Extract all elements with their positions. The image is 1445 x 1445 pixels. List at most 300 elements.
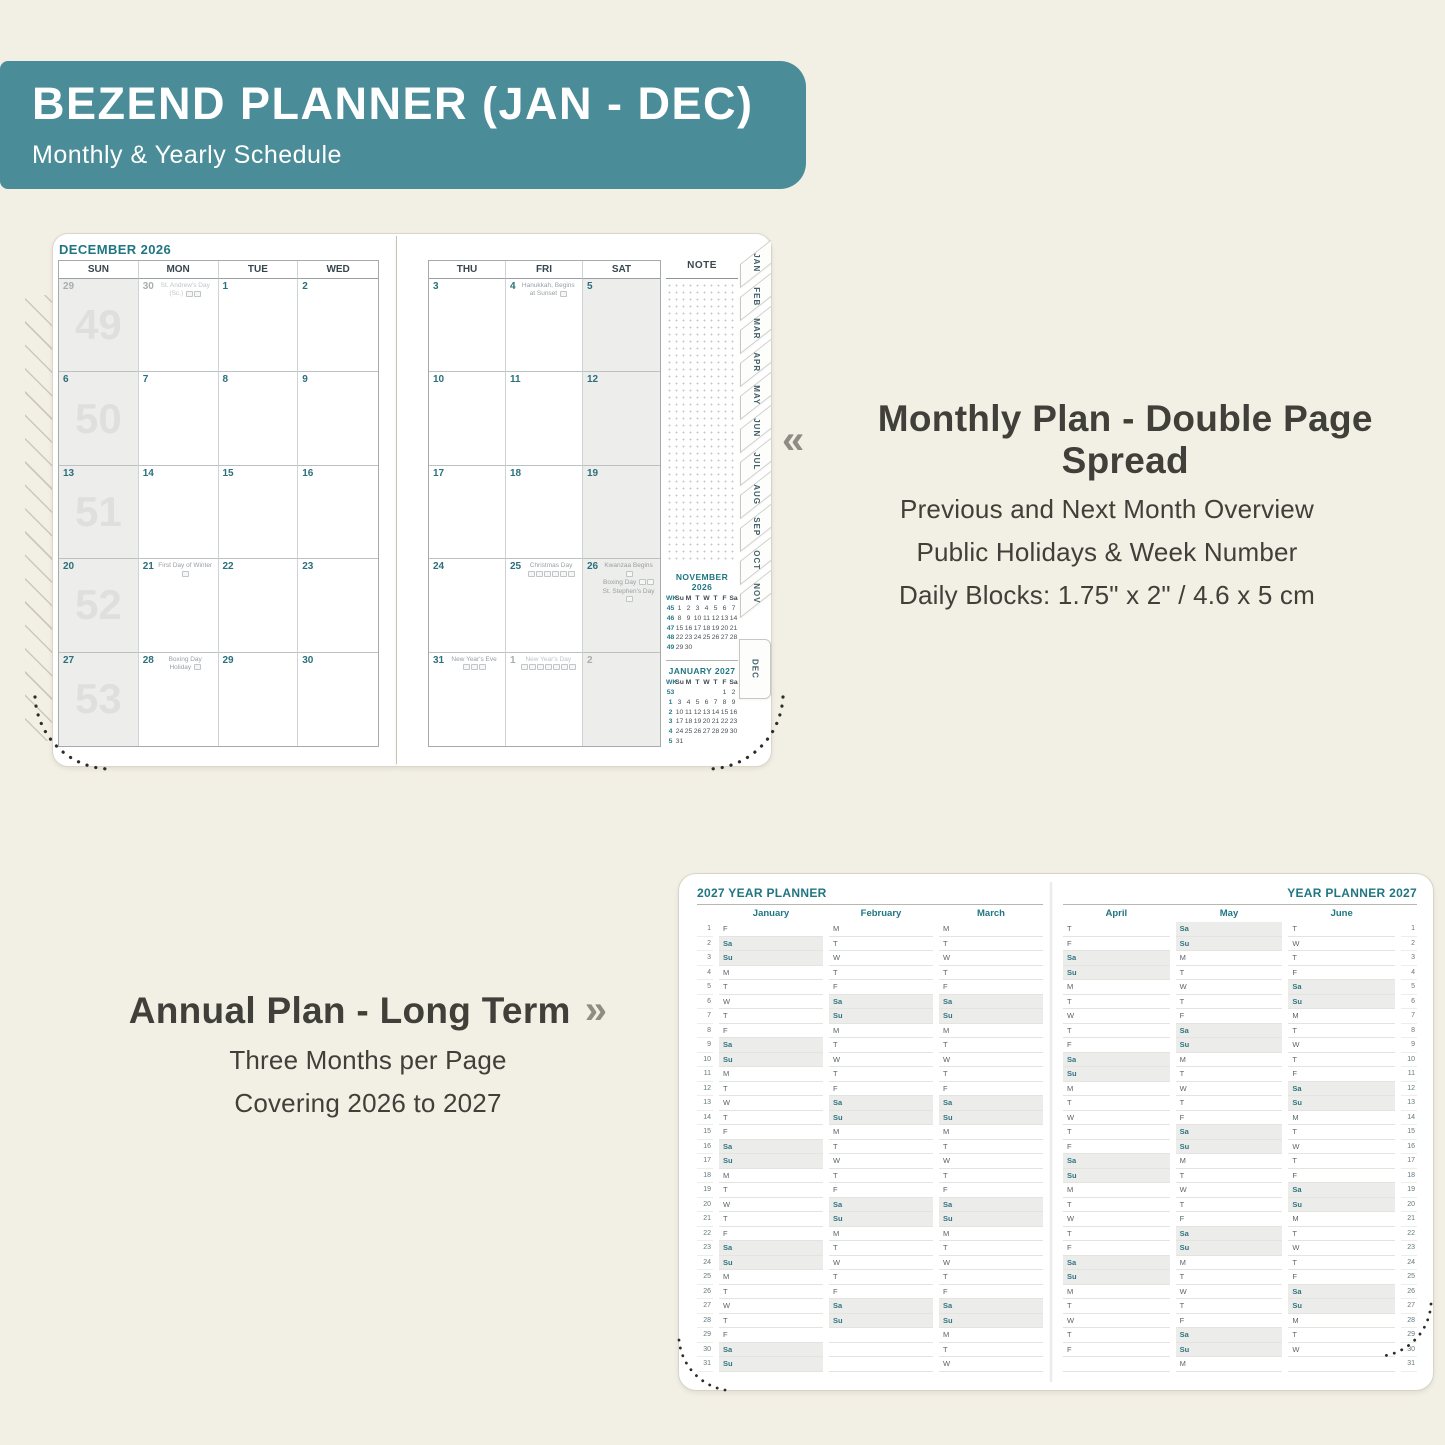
holiday-label: Boxing Day Holiday — [168, 655, 202, 672]
year-day-cell: Su — [939, 1314, 1043, 1329]
day-number: 27 — [63, 654, 75, 666]
day-number: 11 — [510, 374, 521, 386]
year-day-cell: Sa — [719, 1038, 823, 1053]
year-day-cell: T — [939, 966, 1043, 981]
rail-spacer — [697, 908, 713, 922]
year-day-number: 11 — [697, 1067, 713, 1082]
calendar-day-cell — [139, 559, 219, 652]
holiday-list — [524, 562, 578, 579]
day-number: 6 — [63, 374, 69, 386]
year-day-cell: Su — [1063, 966, 1170, 981]
month-tab-label: JUL — [751, 452, 761, 471]
year-day-cell: W — [719, 1096, 823, 1111]
year-day-cell: M — [1176, 1154, 1283, 1169]
year-day-number: 31 — [697, 1357, 713, 1372]
year-month-name: January — [752, 908, 790, 919]
day-cell-content — [219, 466, 298, 482]
year-day-cell: F — [1176, 1111, 1283, 1126]
year-day-number: 6 — [697, 995, 713, 1010]
spread-gutter — [396, 236, 397, 764]
flag-box-icon — [568, 571, 575, 577]
flag-box-icon — [194, 291, 201, 297]
year-day-cell: T — [939, 1169, 1043, 1184]
year-day-cell: W — [939, 1154, 1043, 1169]
banner — [0, 61, 806, 189]
calendar-day-cell — [298, 559, 378, 652]
right-guillemet-icon: » — [584, 988, 608, 1032]
day-number: 7 — [142, 374, 149, 386]
calendar-day-cell — [506, 653, 583, 746]
year-day-cell: Sa — [1063, 951, 1170, 966]
year-day-cell: T — [1063, 1125, 1170, 1140]
year-day-number: 3 — [697, 951, 713, 966]
mini-calendar-cell: 2 — [686, 604, 691, 612]
year-day-cell: T — [829, 1270, 933, 1285]
day-number: 1 — [510, 654, 516, 666]
year-day-number: 5 — [697, 980, 713, 995]
year-day-cell: Su — [1176, 1241, 1283, 1256]
day-cell-content — [429, 466, 505, 482]
day-cell-content — [298, 559, 378, 575]
year-left-columns — [697, 908, 1043, 1372]
mini-calendar-cell: 53 — [666, 688, 675, 696]
year-day-cell: W — [1288, 1241, 1395, 1256]
year-day-cell: Su — [1063, 1067, 1170, 1082]
year-day-cell: Sa — [1176, 1227, 1283, 1242]
holiday-flag-icons — [193, 664, 201, 671]
flag-box-icon — [537, 664, 544, 670]
day-header: FRI — [506, 261, 583, 279]
annual-callout-title: Annual Plan - Long Term — [128, 989, 571, 1031]
day-cell-content — [429, 372, 505, 388]
mini-calendar-cell: 16 — [684, 624, 693, 632]
day-cell-content — [139, 466, 218, 482]
mini-calendar-cell: 11 — [702, 614, 711, 622]
year-day-cell: M — [829, 1125, 933, 1140]
mini-calendar-cell: 6 — [704, 698, 709, 706]
mini-calendar-cell: 28 — [729, 634, 738, 642]
mini-calendar-cell: 8 — [722, 698, 727, 706]
day-cell-content — [429, 653, 505, 676]
year-day-cell: T — [1288, 1227, 1395, 1242]
year-day-cell: T — [1063, 1227, 1170, 1242]
month-tab-label: APR — [751, 352, 761, 373]
year-day-cell: T — [1063, 1096, 1170, 1111]
year-day-cell: M — [1063, 980, 1170, 995]
flag-box-icon — [521, 664, 528, 670]
year-day-cell: M — [1176, 1053, 1283, 1068]
holiday-label: First Day of Winter — [158, 562, 213, 570]
year-day-cell: Sa — [719, 1343, 823, 1358]
flag-box-icon — [552, 571, 559, 577]
day-cell-content — [583, 372, 660, 388]
month-tab-label: MAR — [751, 319, 761, 341]
day-cell-content — [59, 466, 138, 482]
year-day-number: 9 — [697, 1038, 713, 1053]
day-number: 23 — [302, 561, 314, 573]
year-day-number: 20 — [697, 1198, 713, 1213]
year-day-cell: F — [1176, 1314, 1283, 1329]
month-tab-label: DEC — [750, 659, 760, 679]
calendar-day-cell — [506, 466, 583, 559]
year-day-cell: Sa — [719, 1140, 823, 1155]
mini-calendar-header-cell: W — [703, 679, 710, 687]
week-number: 50 — [75, 394, 122, 442]
year-day-number: 8 — [697, 1024, 713, 1039]
calendar-day-cell — [298, 466, 378, 559]
year-day-cell: Su — [1288, 995, 1395, 1010]
year-day-cell: T — [1176, 1067, 1283, 1082]
holiday-flag-icons — [625, 596, 633, 603]
year-day-cell: Sa — [1288, 1183, 1395, 1198]
mini-calendar-cell: 3 — [677, 698, 682, 706]
mini-calendar-cell: 17 — [693, 624, 702, 632]
note-column — [666, 260, 738, 747]
year-day-cell: M — [719, 1270, 823, 1285]
year-day-cell: Su — [719, 951, 823, 966]
holiday-flag-icons — [185, 290, 201, 297]
week-number: 52 — [75, 581, 122, 629]
year-day-cell: T — [719, 1082, 823, 1097]
calendar-day-cell — [429, 372, 506, 465]
year-day-cell: F — [1288, 1270, 1395, 1285]
year-day-number: 21 — [1401, 1212, 1417, 1227]
year-day-number: 24 — [1401, 1256, 1417, 1271]
calendar-day-cell — [139, 466, 219, 559]
mini-calendar-cell: 15 — [675, 624, 684, 632]
mini-calendar-cell — [720, 643, 729, 653]
year-day-number: 1 — [1401, 922, 1417, 937]
year-day-cell: M — [1063, 1285, 1170, 1300]
year-day-cell: Su — [939, 1212, 1043, 1227]
year-day-cell: W — [719, 1299, 823, 1314]
year-day-number: 14 — [697, 1111, 713, 1126]
year-day-cell: Sa — [1176, 1024, 1283, 1039]
year-day-number: 19 — [1401, 1183, 1417, 1198]
year-day-number: 18 — [1401, 1169, 1417, 1184]
year-day-cell: T — [1063, 1198, 1170, 1213]
day-number: 2 — [587, 654, 593, 666]
holiday-list — [157, 656, 214, 673]
year-day-cell: W — [1063, 1111, 1170, 1126]
year-day-cell: T — [1176, 1270, 1283, 1285]
year-day-cell: Sa — [719, 937, 823, 952]
mini-calendar-cell: 5 — [668, 738, 673, 746]
year-day-cell: F — [829, 1082, 933, 1097]
year-day-cell: Su — [719, 1357, 823, 1372]
mini-calendar-cell: 1 — [677, 604, 682, 612]
mini-calendar-cell: 4 — [704, 604, 709, 612]
calendar-day-cell — [219, 372, 299, 465]
year-day-cell: Su — [1176, 937, 1283, 952]
year-day-cell: W — [1176, 980, 1283, 995]
mini-calendar-cell: 19 — [693, 718, 702, 726]
mini-calendar-cell: 14 — [729, 614, 738, 622]
day-header: THU — [429, 261, 506, 279]
year-day-number: 22 — [1401, 1227, 1417, 1242]
calendar-day-cell — [59, 559, 139, 652]
mini-calendar-header-cell: F — [722, 595, 727, 603]
mini-calendar-title: NOVEMBER 2026 — [675, 572, 729, 593]
calendar-day-cell — [139, 372, 219, 465]
year-day-cell: Su — [829, 1212, 933, 1227]
holiday-list — [447, 656, 501, 673]
day-number: 3 — [433, 281, 439, 292]
mini-calendar-cell: 8 — [677, 614, 682, 622]
calendar-day-cell — [298, 279, 378, 372]
year-day-cell: M — [939, 1227, 1043, 1242]
holiday-label: New Year's Eve — [451, 655, 497, 663]
year-day-cell: T — [1288, 1154, 1395, 1169]
calendar-day-cell — [59, 372, 139, 465]
year-month-column — [719, 908, 823, 1372]
flag-box-icon — [569, 664, 576, 670]
holiday-label: St. Andrew's Day (Sc.) — [160, 282, 210, 298]
day-number: 22 — [222, 561, 234, 573]
holiday-label: New Year's Day — [525, 655, 572, 663]
day-number: 25 — [510, 561, 522, 573]
year-day-number: 19 — [697, 1183, 713, 1198]
year-day-cell: W — [1288, 937, 1395, 952]
year-day-cell: M — [1288, 1212, 1395, 1227]
day-number: 26 — [587, 561, 599, 573]
mini-calendar-cell: 46 — [666, 614, 675, 622]
day-cell-content — [59, 279, 138, 295]
month-tabs — [738, 246, 772, 756]
year-day-cell: T — [719, 1111, 823, 1126]
calendar-day-cell — [219, 559, 299, 652]
holiday — [519, 282, 578, 299]
month-title: DECEMBER 2026 — [59, 242, 172, 257]
day-cell-content — [583, 279, 660, 295]
calendar-day-cell — [219, 653, 299, 746]
calendar-day-cell — [429, 653, 506, 746]
calendar-day-cell — [429, 559, 506, 652]
year-day-number: 6 — [1401, 995, 1417, 1010]
year-day-cell — [1063, 1357, 1170, 1372]
mini-calendar-header-cell: M — [685, 595, 692, 603]
flag-box-icon — [544, 571, 551, 577]
mini-calendar-cell: 29 — [720, 728, 729, 736]
callout-line: Daily Blocks: 1.75" x 2" / 4.6 x 5 cm — [898, 580, 1315, 610]
year-day-cell: Su — [719, 1154, 823, 1169]
year-day-number: 28 — [1401, 1314, 1417, 1329]
mini-calendar-cell: 13 — [702, 708, 711, 716]
year-day-number: 7 — [697, 1009, 713, 1024]
year-day-cell: T — [1176, 1169, 1283, 1184]
year-day-cell: W — [719, 1198, 823, 1213]
year-day-cell: T — [1176, 1198, 1283, 1213]
holiday-flag-icons — [181, 571, 189, 578]
day-number: 21 — [142, 561, 154, 573]
year-right-columns — [1063, 908, 1417, 1372]
mini-calendar-header-cell: WK — [666, 595, 678, 603]
year-day-number: 23 — [1401, 1241, 1417, 1256]
day-number: 14 — [142, 467, 154, 479]
day-cell-content — [139, 279, 218, 302]
flag-box-icon — [528, 571, 535, 577]
mini-calendar-cell — [675, 688, 684, 698]
mini-calendar-cell: 49 — [666, 644, 675, 652]
year-day-cell: W — [939, 1357, 1043, 1372]
holiday-flag-icons — [462, 664, 486, 671]
calendar-day-cell — [506, 559, 583, 652]
day-header: WED — [298, 261, 378, 279]
year-day-number-rail — [697, 908, 713, 1372]
month-tab-label: OCT — [751, 550, 761, 571]
year-day-cell: Sa — [1063, 1256, 1170, 1271]
year-day-cell: Su — [939, 1111, 1043, 1126]
year-left-title: 2027 YEAR PLANNER — [697, 886, 827, 900]
holiday-list — [519, 656, 578, 673]
day-cell-content — [139, 653, 218, 676]
year-day-number: 12 — [1401, 1082, 1417, 1097]
year-day-cell: T — [829, 966, 933, 981]
day-cell-content — [583, 466, 660, 482]
year-day-cell: W — [1288, 1038, 1395, 1053]
mini-calendar-cell: 1 — [668, 698, 673, 706]
year-day-cell: T — [1063, 1328, 1170, 1343]
year-day-cell: Su — [719, 1053, 823, 1068]
mini-calendar-cell: 14 — [711, 708, 720, 716]
year-day-cell: W — [1288, 1343, 1395, 1358]
mini-calendar-cell: 11 — [684, 708, 693, 716]
year-day-cell: W — [719, 995, 823, 1010]
mini-calendar-cell: 15 — [720, 708, 729, 716]
holiday — [157, 562, 214, 579]
flag-box-icon — [626, 571, 633, 577]
year-day-cell: F — [939, 1183, 1043, 1198]
year-day-cell: W — [829, 1053, 933, 1068]
year-day-number: 3 — [1401, 951, 1417, 966]
year-day-cell: F — [1176, 1212, 1283, 1227]
day-cell-content — [59, 559, 138, 575]
year-day-cell: W — [1176, 1285, 1283, 1300]
mini-calendar-cell: 5 — [695, 698, 700, 706]
holiday — [157, 282, 214, 299]
year-day-cell: W — [1176, 1082, 1283, 1097]
week-number: 53 — [75, 675, 122, 723]
year-day-number: 18 — [697, 1169, 713, 1184]
mini-calendar-cell: 18 — [684, 718, 693, 726]
year-day-number: 2 — [1401, 937, 1417, 952]
year-day-number: 29 — [697, 1328, 713, 1343]
mini-calendar-header-cell: Su — [675, 679, 684, 687]
year-day-cell: Su — [939, 1009, 1043, 1024]
year-day-number: 15 — [697, 1125, 713, 1140]
year-day-cell: Sa — [939, 1299, 1043, 1314]
mini-calendar-cell: 29 — [675, 644, 684, 652]
day-number: 9 — [302, 374, 308, 386]
year-day-cell: T — [829, 1140, 933, 1155]
divider — [697, 904, 1043, 905]
calendar-day-cell — [583, 466, 660, 559]
year-day-cell: T — [1176, 1299, 1283, 1314]
mini-calendar-cell: 30 — [684, 644, 693, 652]
year-month-column — [829, 908, 933, 1372]
year-day-cell: M — [829, 1227, 933, 1242]
day-cell-content — [219, 372, 298, 388]
mini-calendar-cell — [693, 643, 702, 653]
year-day-cell: Sa — [719, 1241, 823, 1256]
day-cell-content — [219, 559, 298, 575]
year-month-name: June — [1330, 908, 1353, 919]
year-day-cell: T — [719, 1285, 823, 1300]
day-cell-content — [583, 653, 660, 669]
year-day-number: 8 — [1401, 1024, 1417, 1039]
year-day-cell: Su — [1288, 1096, 1395, 1111]
day-number: 19 — [587, 467, 599, 479]
day-cell-content — [429, 279, 505, 295]
year-day-cell: Su — [829, 1314, 933, 1329]
mini-calendar-grid — [666, 594, 738, 653]
mini-calendar-header-cell: Su — [675, 595, 684, 603]
year-day-number: 11 — [1401, 1067, 1417, 1082]
mini-calendar-cell — [684, 737, 693, 747]
mini-calendar-cell: 45 — [666, 604, 675, 612]
year-day-number: 9 — [1401, 1038, 1417, 1053]
page-edge-hatch — [25, 295, 54, 741]
year-day-cell: T — [1176, 1096, 1283, 1111]
year-day-cell: Sa — [1063, 1053, 1170, 1068]
mini-calendar-header-cell: W — [703, 595, 710, 603]
year-day-cell: M — [829, 922, 933, 937]
year-day-cell: Su — [829, 1111, 933, 1126]
day-number: 5 — [587, 281, 593, 292]
day-cell-content — [298, 466, 378, 482]
year-day-number: 26 — [1401, 1285, 1417, 1300]
year-day-number: 29 — [1401, 1328, 1417, 1343]
mini-calendar-cell — [729, 643, 738, 653]
year-day-number: 1 — [697, 922, 713, 937]
year-day-cell — [829, 1357, 933, 1372]
year-day-cell: M — [719, 1067, 823, 1082]
week-number: 49 — [75, 301, 122, 349]
calendar-day-cell — [583, 279, 660, 372]
day-number: 2 — [302, 281, 308, 292]
year-day-cell: F — [1288, 1169, 1395, 1184]
mini-calendar-cell: 4 — [668, 728, 673, 736]
year-day-cell: M — [1063, 1183, 1170, 1198]
mini-calendar-cell: 12 — [693, 708, 702, 716]
annual-callout — [112, 988, 624, 1119]
monthly-callout-heading — [782, 398, 1432, 482]
mini-calendar-cell: 13 — [720, 614, 729, 622]
year-day-cell: F — [719, 922, 823, 937]
year-day-number: 17 — [697, 1154, 713, 1169]
mini-calendar-header-cell: F — [722, 679, 727, 687]
mini-calendar-cell: 20 — [720, 624, 729, 632]
calendar-day-cell — [583, 653, 660, 746]
mini-calendar-cell: 7 — [731, 604, 736, 612]
year-day-cell: F — [719, 1227, 823, 1242]
year-day-cell: M — [719, 966, 823, 981]
holiday-label: Hanukkah, Begins at Sunset — [521, 282, 575, 298]
flag-box-icon — [471, 664, 478, 670]
year-day-cell: F — [1063, 937, 1170, 952]
note-label: NOTE — [666, 260, 738, 279]
year-day-cell: M — [719, 1169, 823, 1184]
holiday — [601, 562, 656, 579]
year-day-cell: Sa — [939, 1198, 1043, 1213]
year-day-cell: Sa — [1288, 980, 1395, 995]
year-day-cell: T — [1288, 922, 1395, 937]
day-number: 28 — [142, 654, 154, 666]
banner-subtitle: Monthly & Yearly Schedule — [32, 141, 342, 169]
mini-calendar-cell: 9 — [731, 698, 736, 706]
month-tab-label: JAN — [751, 254, 761, 274]
mini-calendar-header-cell: T — [695, 595, 700, 603]
